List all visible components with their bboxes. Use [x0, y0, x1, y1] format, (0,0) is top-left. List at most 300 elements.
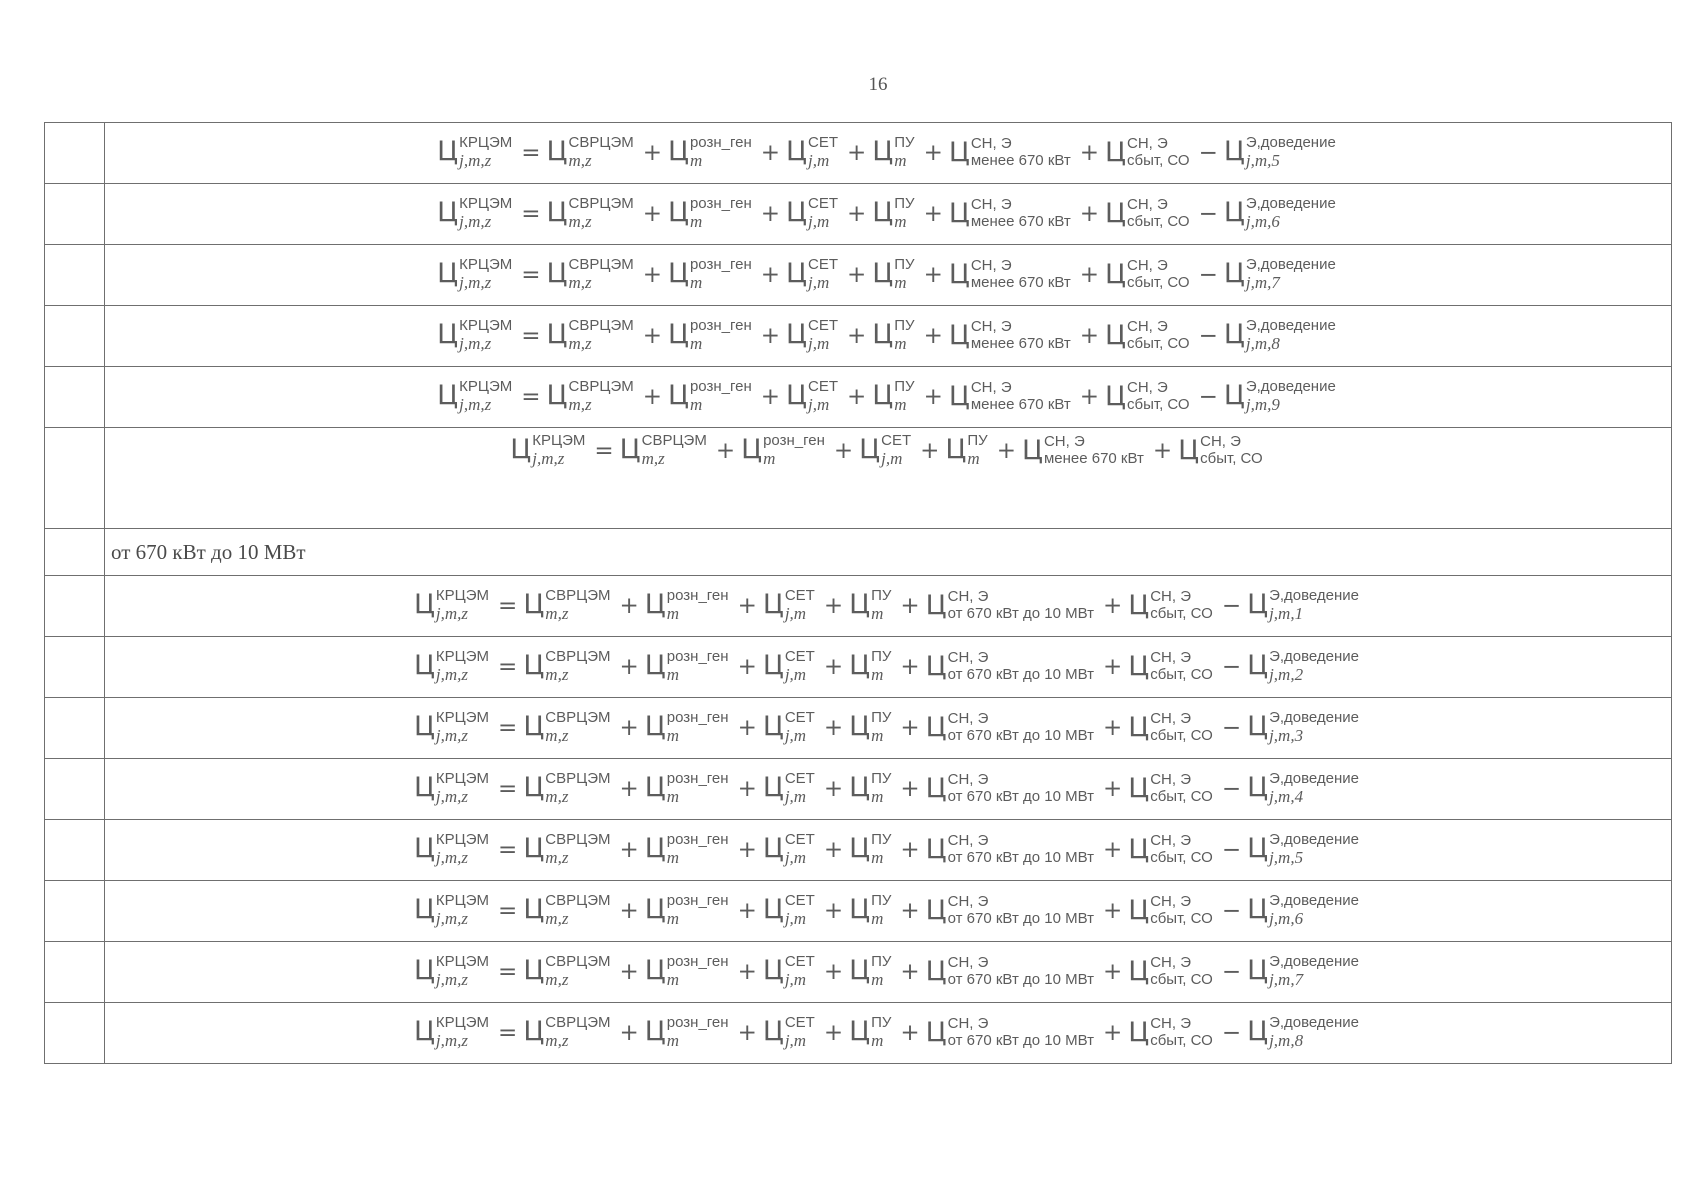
- formula-term: [925, 709, 1094, 744]
- subscript: m: [894, 150, 907, 170]
- superscript: СН, Э: [1150, 648, 1191, 666]
- operator: −: [1221, 714, 1242, 741]
- operator: +: [619, 775, 639, 802]
- tsena-symbol: Ц: [1105, 380, 1127, 412]
- operator: =: [498, 897, 518, 924]
- tsena-symbol: Ц: [948, 319, 970, 351]
- subscript: m: [666, 908, 680, 928]
- superscript: СЕТ: [784, 708, 815, 726]
- tsena-symbol: Ц: [546, 379, 568, 411]
- operator: +: [923, 139, 943, 166]
- tsena-symbol: Ц: [668, 318, 689, 350]
- superscript: розн_ген: [689, 377, 752, 395]
- operator: −: [1221, 958, 1242, 985]
- formula-term: [786, 316, 839, 353]
- tsena-symbol: Ц: [437, 135, 459, 167]
- formula-term: [1247, 891, 1360, 928]
- formula-term: [413, 769, 490, 806]
- operator: =: [498, 958, 518, 985]
- subscript: j,m,5: [1269, 847, 1304, 867]
- operator: =: [498, 1019, 518, 1046]
- formula-term: [872, 255, 915, 292]
- formula-term: [546, 133, 634, 170]
- tsena-symbol: Ц: [1247, 893, 1269, 925]
- formula-term: [762, 647, 815, 684]
- subscript: j,m: [808, 211, 830, 231]
- left-column-cell: [45, 637, 105, 698]
- formula-term: [1247, 586, 1360, 623]
- left-column-cell: [45, 942, 105, 1003]
- superscript: СН, Э: [970, 195, 1012, 213]
- formula-table: [44, 122, 1672, 1064]
- superscript: розн_ген: [689, 133, 752, 151]
- formula-term: [523, 769, 611, 806]
- operator: +: [823, 897, 844, 924]
- operator: =: [521, 261, 541, 288]
- superscript: ПУ: [871, 647, 892, 665]
- tsena-symbol: Ц: [762, 1015, 784, 1047]
- tsena-symbol: Ц: [849, 710, 871, 742]
- tsena-symbol: Ц: [786, 196, 808, 228]
- operator: +: [996, 438, 1016, 464]
- operator: +: [847, 139, 867, 166]
- tsena-symbol: Ц: [523, 893, 545, 925]
- tsena-symbol: Ц: [1223, 318, 1245, 350]
- superscript: СВРЦЭМ: [545, 586, 611, 604]
- operator: +: [619, 592, 639, 619]
- tsena-symbol: Ц: [872, 318, 894, 350]
- operator: +: [760, 383, 781, 410]
- formula: [437, 255, 1339, 292]
- formula-term: [1105, 134, 1190, 169]
- operator: −: [1198, 383, 1218, 410]
- superscript: ПУ: [894, 194, 915, 212]
- subscript: от 670 кВт до 10 МВт: [947, 1031, 1094, 1049]
- subscript: j,m: [784, 969, 807, 989]
- formula-term: [1223, 194, 1336, 231]
- tsena-symbol: Ц: [1247, 588, 1269, 620]
- subscript: m: [871, 908, 884, 928]
- operator: +: [619, 958, 639, 985]
- tsena-symbol: Ц: [1105, 258, 1127, 290]
- subscript: m,z: [545, 603, 569, 623]
- subscript: j,m: [808, 394, 830, 414]
- tsena-symbol: Ц: [523, 710, 545, 742]
- table-row: [45, 123, 1672, 184]
- superscript: розн_ген: [763, 432, 825, 449]
- operator: +: [1079, 200, 1100, 227]
- subscript: сбыт, СО: [1150, 665, 1213, 683]
- tsena-symbol: Ц: [786, 379, 808, 411]
- superscript: СН, Э: [970, 317, 1012, 335]
- superscript: КРЦЭМ: [459, 255, 513, 273]
- superscript: СН, Э: [1150, 770, 1191, 788]
- left-column-cell: [45, 576, 105, 637]
- operator: +: [900, 714, 920, 741]
- formula-term: [1223, 316, 1336, 353]
- left-column-cell: [45, 306, 105, 367]
- operator: +: [1079, 322, 1100, 349]
- formula-term: [849, 647, 892, 684]
- formula-term: [859, 432, 912, 468]
- tsena-symbol: Ц: [668, 135, 689, 167]
- formula-cell: [105, 942, 1672, 1003]
- superscript: Э,доведение: [1245, 316, 1336, 334]
- subscript: m,z: [568, 150, 592, 170]
- subscript: менее 670 кВт: [970, 212, 1071, 230]
- superscript: розн_ген: [666, 769, 729, 787]
- tsena-symbol: Ц: [849, 954, 871, 986]
- formula-term: [849, 769, 892, 806]
- superscript: СЕТ: [784, 891, 815, 909]
- tsena-symbol: Ц: [413, 710, 435, 742]
- formula-cell: [105, 306, 1672, 367]
- operator: +: [1152, 438, 1173, 464]
- formula-term: [644, 1013, 729, 1050]
- superscript: КРЦЭМ: [459, 133, 513, 151]
- left-column-cell: [45, 184, 105, 245]
- operator: +: [619, 836, 639, 863]
- operator: =: [521, 139, 541, 166]
- superscript: СН, Э: [947, 831, 989, 849]
- formula: [437, 377, 1339, 414]
- subscript: m: [894, 394, 907, 414]
- left-column-cell: [45, 428, 105, 529]
- tsena-symbol: Ц: [1247, 710, 1269, 742]
- tsena-symbol: Ц: [925, 650, 947, 682]
- formula-term: [523, 952, 611, 989]
- operator: +: [737, 1019, 757, 1046]
- superscript: СН, Э: [1127, 317, 1168, 335]
- subscript: j,m: [784, 664, 807, 684]
- tsena-symbol: Ц: [762, 710, 784, 742]
- superscript: СН, Э: [1150, 587, 1191, 605]
- subscript: j,m,z: [459, 272, 492, 292]
- superscript: розн_ген: [666, 586, 729, 604]
- tsena-symbol: Ц: [644, 771, 666, 803]
- subscript: менее 670 кВт: [970, 151, 1071, 169]
- superscript: розн_ген: [666, 952, 729, 970]
- tsena-symbol: Ц: [1178, 435, 1200, 466]
- formula-term: [925, 770, 1094, 805]
- superscript: ПУ: [894, 255, 915, 273]
- operator: =: [498, 592, 518, 619]
- subscript: m,z: [545, 908, 569, 928]
- formula-term: [1105, 256, 1190, 291]
- formula-term: [668, 316, 752, 353]
- tsena-symbol: Ц: [644, 832, 666, 864]
- superscript: СВРЦЭМ: [568, 377, 634, 395]
- superscript: СЕТ: [784, 830, 815, 848]
- tsena-symbol: Ц: [1128, 650, 1150, 682]
- superscript: розн_ген: [666, 647, 729, 665]
- formula-term: [523, 647, 611, 684]
- tsena-symbol: Ц: [437, 257, 459, 289]
- subscript: сбыт, СО: [1127, 273, 1190, 291]
- formula-term: [948, 256, 1071, 291]
- subscript: m: [689, 272, 703, 292]
- superscript: СН, Э: [970, 256, 1012, 274]
- tsena-symbol: Ц: [668, 196, 689, 228]
- formula: [437, 133, 1339, 170]
- superscript: СВРЦЭМ: [545, 1013, 611, 1031]
- operator: +: [760, 139, 781, 166]
- superscript: розн_ген: [666, 708, 729, 726]
- formula-term: [1223, 255, 1336, 292]
- subscript: сбыт, СО: [1127, 151, 1190, 169]
- tsena-symbol: Ц: [1105, 197, 1127, 229]
- operator: +: [900, 592, 920, 619]
- tsena-symbol: Ц: [413, 893, 435, 925]
- formula-term: [523, 586, 611, 623]
- superscript: ПУ: [871, 708, 892, 726]
- tsena-symbol: Ц: [413, 588, 435, 620]
- superscript: КРЦЭМ: [435, 769, 490, 787]
- tsena-symbol: Ц: [925, 1016, 947, 1048]
- tsena-symbol: Ц: [644, 1015, 666, 1047]
- subscript: m: [894, 333, 907, 353]
- subscript: j,m,z: [435, 908, 469, 928]
- superscript: СН, Э: [970, 378, 1012, 396]
- superscript: КРЦЭМ: [435, 708, 490, 726]
- superscript: СН, Э: [1150, 953, 1191, 971]
- subscript: сбыт, СО: [1150, 787, 1213, 805]
- operator: −: [1198, 322, 1218, 349]
- tsena-symbol: Ц: [741, 434, 763, 465]
- formula-term: [925, 648, 1094, 683]
- superscript: СН, Э: [970, 134, 1012, 152]
- formula-term: [741, 432, 825, 468]
- subscript: менее 670 кВт: [1043, 450, 1144, 467]
- tsena-symbol: Ц: [762, 893, 784, 925]
- formula-term: [762, 1013, 815, 1050]
- superscript: розн_ген: [689, 194, 752, 212]
- subscript: m: [666, 786, 680, 806]
- superscript: КРЦЭМ: [459, 194, 513, 212]
- operator: +: [900, 653, 920, 680]
- tsena-symbol: Ц: [872, 379, 894, 411]
- tsena-symbol: Ц: [1128, 833, 1150, 865]
- superscript: СН, Э: [1127, 256, 1168, 274]
- superscript: СВРЦЭМ: [568, 316, 634, 334]
- tsena-symbol: Ц: [644, 710, 666, 742]
- superscript: Э,доведение: [1245, 133, 1336, 151]
- subscript: m: [871, 969, 884, 989]
- superscript: КРЦЭМ: [435, 952, 490, 970]
- superscript: СЕТ: [784, 1013, 815, 1031]
- superscript: СН, Э: [1043, 433, 1085, 450]
- formula-term: [762, 769, 815, 806]
- formula-term: [523, 708, 611, 745]
- subscript: от 670 кВт до 10 МВт: [947, 787, 1094, 805]
- tsena-symbol: Ц: [619, 434, 641, 465]
- formula-term: [1128, 709, 1213, 744]
- superscript: СЕТ: [808, 377, 839, 395]
- formula-cell: [105, 245, 1672, 306]
- superscript: СН, Э: [947, 709, 989, 727]
- superscript: Э,доведение: [1245, 377, 1336, 395]
- superscript: Э,доведение: [1269, 830, 1360, 848]
- operator: =: [498, 775, 518, 802]
- tsena-symbol: Ц: [413, 832, 435, 864]
- tsena-symbol: Ц: [849, 588, 871, 620]
- operator: −: [1221, 897, 1242, 924]
- tsena-symbol: Ц: [762, 954, 784, 986]
- superscript: СВРЦЭМ: [545, 708, 611, 726]
- subscript: m: [666, 664, 680, 684]
- subscript: сбыт, СО: [1150, 604, 1213, 622]
- formula-term: [644, 586, 729, 623]
- subscript: сбыт, СО: [1150, 1031, 1213, 1049]
- superscript: СН, Э: [1127, 134, 1168, 152]
- table-row: [45, 820, 1672, 881]
- formula-term: [437, 316, 513, 353]
- left-column-cell: [45, 881, 105, 942]
- operator: =: [594, 438, 614, 464]
- subscript: m,z: [568, 394, 592, 414]
- formula-term: [523, 891, 611, 928]
- subscript: j,m,7: [1245, 272, 1280, 292]
- tsena-symbol: Ц: [413, 771, 435, 803]
- tsena-symbol: Ц: [1105, 136, 1127, 168]
- formula-term: [546, 255, 634, 292]
- table-row: [45, 698, 1672, 759]
- operator: +: [900, 1019, 920, 1046]
- superscript: СЕТ: [808, 316, 839, 334]
- tsena-symbol: Ц: [644, 649, 666, 681]
- formula-term: [925, 953, 1094, 988]
- superscript: СН, Э: [1200, 433, 1241, 450]
- tsena-symbol: Ц: [546, 135, 568, 167]
- operator: =: [498, 714, 518, 741]
- superscript: КРЦЭМ: [435, 891, 490, 909]
- subscript: j,m,1: [1269, 603, 1304, 623]
- page-number: 16: [868, 74, 888, 95]
- operator: +: [642, 322, 662, 349]
- superscript: розн_ген: [689, 316, 752, 334]
- operator: +: [1102, 958, 1123, 985]
- formula: [413, 1013, 1362, 1050]
- superscript: СН, Э: [947, 648, 989, 666]
- operator: +: [760, 261, 781, 288]
- subscript: m: [666, 725, 680, 745]
- superscript: СВРЦЭМ: [545, 830, 611, 848]
- superscript: СН, Э: [1150, 892, 1191, 910]
- tsena-symbol: Ц: [872, 196, 894, 228]
- superscript: розн_ген: [666, 830, 729, 848]
- tsena-symbol: Ц: [1247, 832, 1269, 864]
- formula: [510, 432, 1265, 468]
- subscript: j,m: [784, 725, 807, 745]
- subscript: m: [967, 449, 980, 468]
- operator: +: [642, 261, 662, 288]
- operator: +: [737, 958, 757, 985]
- superscript: Э,доведение: [1269, 891, 1360, 909]
- superscript: Э,доведение: [1269, 1013, 1360, 1031]
- subscript: m: [666, 1030, 680, 1050]
- tsena-symbol: Ц: [668, 257, 689, 289]
- table-row: [45, 637, 1672, 698]
- subscript: j,m: [881, 449, 903, 468]
- tsena-symbol: Ц: [762, 832, 784, 864]
- subscript: m: [666, 847, 680, 867]
- subscript: j,m,7: [1269, 969, 1304, 989]
- formula-term: [762, 708, 815, 745]
- subscript: j,m,6: [1245, 211, 1280, 231]
- tsena-symbol: Ц: [1247, 954, 1269, 986]
- subscript: m: [871, 847, 884, 867]
- operator: +: [737, 897, 757, 924]
- operator: +: [920, 438, 940, 464]
- subscript: j,m: [784, 1030, 807, 1050]
- superscript: Э,доведение: [1269, 708, 1360, 726]
- superscript: КРЦЭМ: [435, 647, 490, 665]
- operator: +: [737, 592, 757, 619]
- operator: +: [715, 438, 736, 464]
- formula-term: [872, 316, 915, 353]
- operator: +: [847, 322, 867, 349]
- formula-term: [1247, 708, 1360, 745]
- formula-term: [1105, 317, 1190, 352]
- operator: =: [521, 322, 541, 349]
- superscript: СН, Э: [1150, 709, 1191, 727]
- subscript: m,z: [545, 664, 569, 684]
- formula-cell: [105, 1003, 1672, 1064]
- formula-term: [849, 586, 892, 623]
- tsena-symbol: Ц: [1247, 771, 1269, 803]
- tsena-symbol: Ц: [437, 379, 459, 411]
- formula-term: [1178, 433, 1263, 467]
- operator: +: [642, 200, 662, 227]
- operator: −: [1221, 592, 1242, 619]
- operator: +: [1102, 775, 1123, 802]
- formula-term: [437, 133, 513, 170]
- tsena-symbol: Ц: [762, 588, 784, 620]
- formula-term: [945, 432, 988, 468]
- subscript: j,m,3: [1269, 725, 1304, 745]
- formula-term: [786, 377, 839, 414]
- tsena-symbol: Ц: [1128, 1016, 1150, 1048]
- subscript: m,z: [568, 211, 592, 231]
- formula-term: [437, 255, 513, 292]
- formula-term: [546, 194, 634, 231]
- subscript: j,m: [784, 603, 807, 623]
- table-row: [45, 1003, 1672, 1064]
- superscript: СВРЦЭМ: [545, 647, 611, 665]
- formula-cell: [105, 637, 1672, 698]
- operator: +: [1079, 139, 1100, 166]
- formula: [413, 891, 1362, 928]
- subscript: сбыт, СО: [1150, 726, 1213, 744]
- tsena-symbol: Ц: [523, 832, 545, 864]
- formula-term: [925, 831, 1094, 866]
- operator: +: [1102, 653, 1123, 680]
- superscript: КРЦЭМ: [532, 432, 586, 449]
- tsena-symbol: Ц: [523, 1015, 545, 1047]
- tsena-symbol: Ц: [546, 318, 568, 350]
- formula-term: [413, 586, 490, 623]
- formula-term: [872, 133, 915, 170]
- formula-term: [1128, 953, 1213, 988]
- subscript: j,m: [784, 847, 807, 867]
- subscript: m: [689, 333, 703, 353]
- subscript: сбыт, СО: [1150, 848, 1213, 866]
- superscript: Э,доведение: [1269, 647, 1360, 665]
- subscript: от 670 кВт до 10 МВт: [947, 909, 1094, 927]
- formula-term: [1223, 377, 1336, 414]
- operator: +: [847, 261, 867, 288]
- tsena-symbol: Ц: [1247, 649, 1269, 681]
